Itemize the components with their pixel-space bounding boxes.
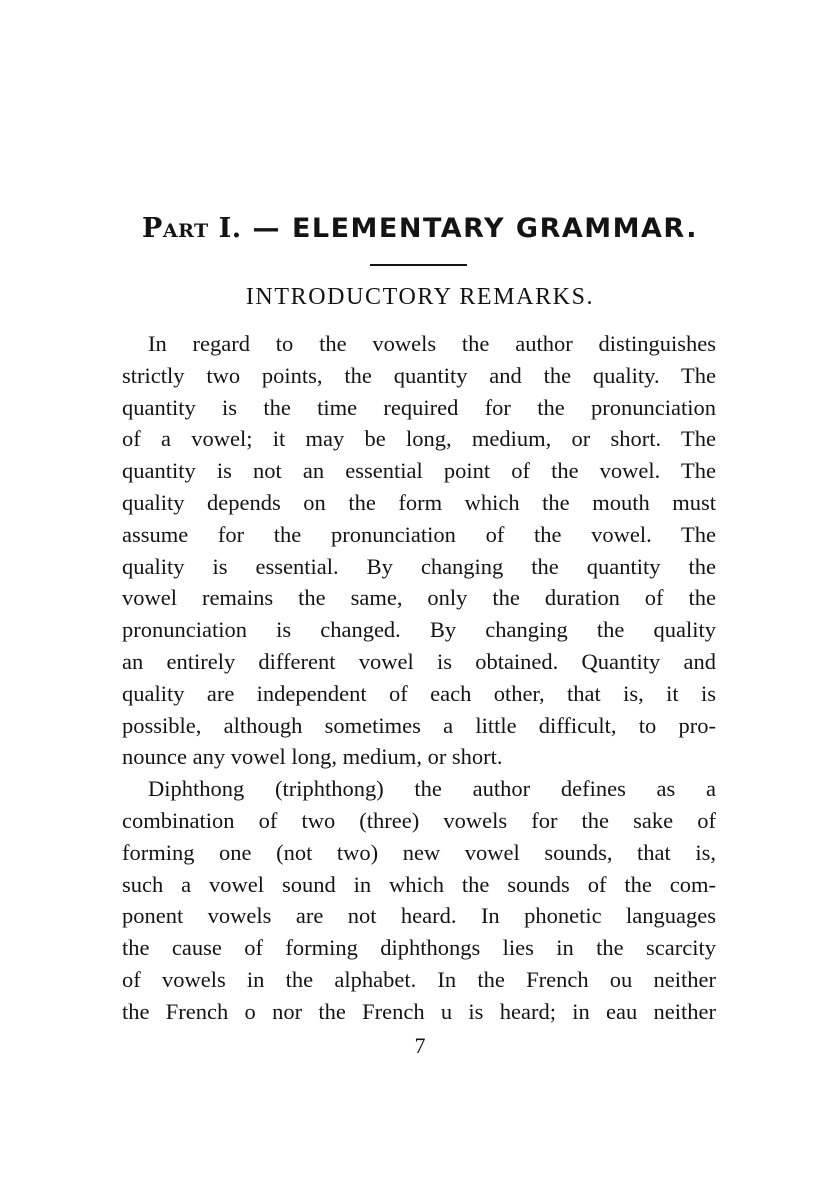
heading-title: ELEMENTARY GRAMMAR. (291, 213, 698, 244)
text-line: vowel remains the same, only the duration of the (122, 585, 716, 611)
text-line: Diphthong (triphthong) the author defines as a (148, 776, 716, 802)
text-line: the French o nor the French u is heard; in eau neither (122, 998, 716, 1024)
text-line: quantity is the time required for the pronunciation (122, 394, 716, 420)
body-text (122, 328, 716, 1028)
text-line: ponent vowels are not heard. In phonetic languages (122, 903, 716, 929)
text-line: nounce any vowel long, medium, or short. (122, 744, 503, 770)
text-line: the cause of forming diphthongs lies in the scarcity (122, 935, 716, 961)
text-line: of a vowel; it may be long, medium, or short. The (122, 426, 716, 452)
part-label: Part I. (142, 213, 242, 244)
heading-divider (370, 264, 467, 266)
text-line: possible, although sometimes a little difficult, to pro- (122, 712, 716, 738)
text-line: an entirely different vowel is obtained. Quantity and (122, 648, 716, 674)
part-heading (0, 203, 840, 255)
text-line: forming one (not two) new vowel sounds, that is, (122, 839, 716, 865)
text-line: quality is essential. By changing the quantity the (122, 553, 716, 579)
page-number: 7 (414, 1033, 426, 1058)
text-line: quality depends on the form which the mouth must (122, 489, 716, 515)
text-line: In regard to the vowels the author distinguishes (148, 331, 716, 356)
text-line: such a vowel sound in which the sounds of the com- (122, 871, 716, 897)
heading-dash: — (241, 213, 292, 244)
text-line: assume for the pronunciation of the vowel. The (122, 521, 716, 547)
text-line: quantity is not an essential point of the vowel. The (122, 458, 716, 484)
text-line: of vowels in the alphabet. In the French ou neither (122, 966, 716, 992)
text-line: strictly two points, the quantity and the quality. The (122, 362, 716, 388)
text-line: quality are independent of each other, that is, it is (122, 680, 716, 706)
text-line: combination of two (three) vowels for the sake of (122, 807, 716, 833)
section-title: INTRODUCTORY REMARKS. (245, 284, 595, 310)
text-line: pronunciation is changed. By changing the quality (122, 617, 716, 643)
